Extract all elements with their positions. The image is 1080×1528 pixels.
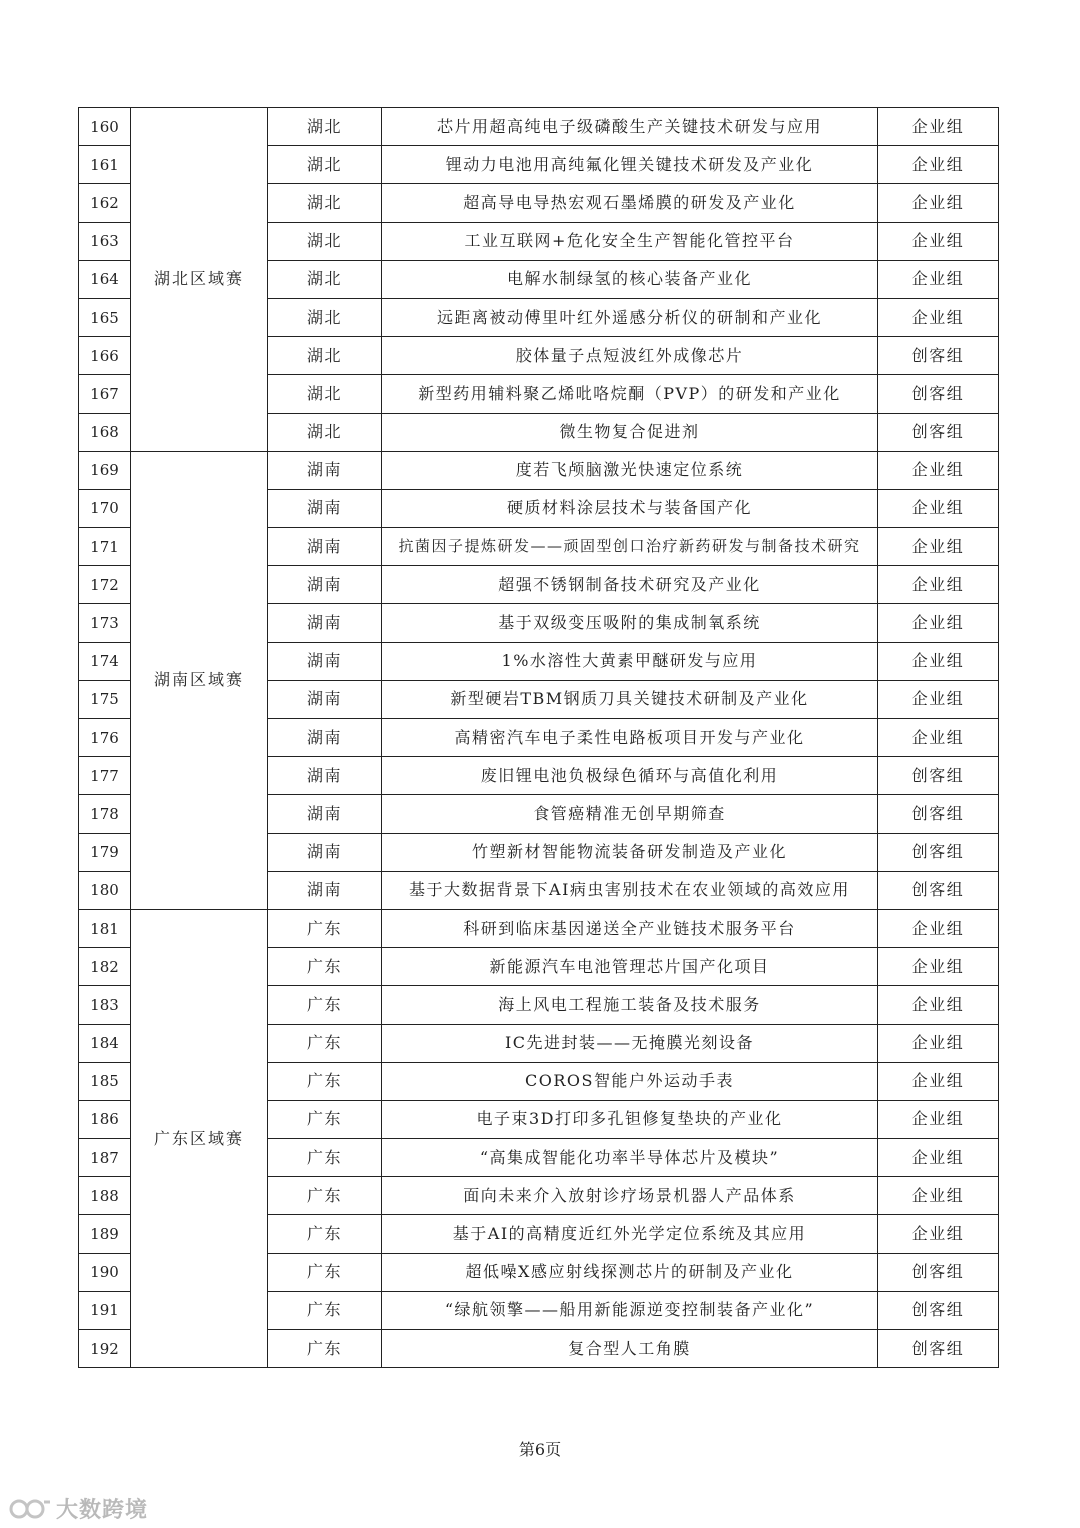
row-number: 188: [79, 1177, 131, 1215]
row-number: 170: [79, 489, 131, 527]
logo-icon: [8, 1496, 52, 1522]
group-type: 创客组: [878, 757, 999, 795]
row-number: 191: [79, 1291, 131, 1329]
province: 湖南: [268, 680, 382, 718]
project-name: 电解水制绿氢的核心装备产业化: [382, 260, 878, 298]
row-number: 163: [79, 222, 131, 260]
row-number: 164: [79, 260, 131, 298]
table-row: [79, 451, 999, 489]
province: 湖南: [268, 833, 382, 871]
province: 湖北: [268, 222, 382, 260]
group-type: 创客组: [878, 337, 999, 375]
group-type: 企业组: [878, 566, 999, 604]
group-type: 企业组: [878, 489, 999, 527]
project-name: 复合型人工角膜: [382, 1330, 878, 1368]
province: 广东: [268, 1100, 382, 1138]
row-number: 184: [79, 1024, 131, 1062]
project-name: 新型硬岩TBM钢质刀具关键技术研制及产业化: [382, 680, 878, 718]
row-number: 176: [79, 719, 131, 757]
province: 广东: [268, 1330, 382, 1368]
province: 湖北: [268, 298, 382, 336]
group-type: 企业组: [878, 1024, 999, 1062]
province: 湖北: [268, 260, 382, 298]
row-number: 167: [79, 375, 131, 413]
group-type: 企业组: [878, 146, 999, 184]
group-type: 企业组: [878, 719, 999, 757]
group-type: 企业组: [878, 604, 999, 642]
project-name: 度若飞颅脑激光快速定位系统: [382, 451, 878, 489]
province: 广东: [268, 1291, 382, 1329]
row-number: 185: [79, 1062, 131, 1100]
row-number: 192: [79, 1330, 131, 1368]
group-type: 企业组: [878, 1062, 999, 1100]
row-number: 175: [79, 680, 131, 718]
row-number: 186: [79, 1100, 131, 1138]
province: 湖北: [268, 108, 382, 146]
group-type: 企业组: [878, 184, 999, 222]
project-name: “绿航领擎——船用新能源逆变控制装备产业化”: [382, 1291, 878, 1329]
group-type: 企业组: [878, 642, 999, 680]
province: 湖北: [268, 413, 382, 451]
province: 湖南: [268, 795, 382, 833]
row-number: 160: [79, 108, 131, 146]
group-type: 创客组: [878, 375, 999, 413]
group-type: 创客组: [878, 413, 999, 451]
group-type: 创客组: [878, 871, 999, 909]
project-name: 超低噪X感应射线探测芯片的研制及产业化: [382, 1253, 878, 1291]
project-name: “高集成智能化功率半导体芯片及模块”: [382, 1139, 878, 1177]
project-name: 新型药用辅料聚乙烯吡咯烷酮（PVP）的研发和产业化: [382, 375, 878, 413]
group-type: 企业组: [878, 528, 999, 566]
group-type: 企业组: [878, 222, 999, 260]
row-number: 161: [79, 146, 131, 184]
project-name: 超强不锈钢制备技术研究及产业化: [382, 566, 878, 604]
group-type: 企业组: [878, 1139, 999, 1177]
group-type: 创客组: [878, 1330, 999, 1368]
project-name: 锂动力电池用高纯氟化锂关键技术研发及产业化: [382, 146, 878, 184]
row-number: 190: [79, 1253, 131, 1291]
table-body: [79, 108, 999, 1368]
group-type: 企业组: [878, 680, 999, 718]
row-number: 179: [79, 833, 131, 871]
group-type: 企业组: [878, 298, 999, 336]
row-number: 189: [79, 1215, 131, 1253]
province: 广东: [268, 1215, 382, 1253]
group-type: 企业组: [878, 451, 999, 489]
row-number: 181: [79, 909, 131, 947]
row-number: 182: [79, 948, 131, 986]
project-name: 芯片用超高纯电子级磷酸生产关键技术研发与应用: [382, 108, 878, 146]
project-name: 海上风电工程施工装备及技术服务: [382, 986, 878, 1024]
group-type: 企业组: [878, 1215, 999, 1253]
province: 湖北: [268, 337, 382, 375]
province: 湖北: [268, 184, 382, 222]
row-number: 168: [79, 413, 131, 451]
table-row: [79, 108, 999, 146]
province: 广东: [268, 1024, 382, 1062]
province: 广东: [268, 948, 382, 986]
province: 湖南: [268, 566, 382, 604]
project-name: 新能源汽车电池管理芯片国产化项目: [382, 948, 878, 986]
province: 湖南: [268, 757, 382, 795]
province: 湖南: [268, 871, 382, 909]
project-name: 食管癌精准无创早期筛查: [382, 795, 878, 833]
row-number: 172: [79, 566, 131, 604]
province: 湖北: [268, 146, 382, 184]
project-name: COROS智能户外运动手表: [382, 1062, 878, 1100]
group-type: 企业组: [878, 108, 999, 146]
project-name: 硬质材料涂层技术与装备国产化: [382, 489, 878, 527]
province: 湖南: [268, 451, 382, 489]
province: 湖南: [268, 528, 382, 566]
group-type: 创客组: [878, 833, 999, 871]
project-name: 竹塑新材智能物流装备研发制造及产业化: [382, 833, 878, 871]
table-row: [79, 909, 999, 947]
group-type: 企业组: [878, 260, 999, 298]
province: 广东: [268, 1062, 382, 1100]
row-number: 177: [79, 757, 131, 795]
project-name: 基于大数据背景下AI病虫害别技术在农业领域的高效应用: [382, 871, 878, 909]
project-name: 1%水溶性大黄素甲醚研发与应用: [382, 642, 878, 680]
row-number: 162: [79, 184, 131, 222]
group-type: 企业组: [878, 1177, 999, 1215]
row-number: 171: [79, 528, 131, 566]
province: 广东: [268, 1253, 382, 1291]
competition-list-table: [78, 107, 999, 1368]
group-type: 企业组: [878, 1100, 999, 1138]
row-number: 180: [79, 871, 131, 909]
province: 广东: [268, 909, 382, 947]
row-number: 165: [79, 298, 131, 336]
row-number: 183: [79, 986, 131, 1024]
province: 湖南: [268, 604, 382, 642]
group-type: 企业组: [878, 948, 999, 986]
province: 广东: [268, 1177, 382, 1215]
project-name: 胶体量子点短波红外成像芯片: [382, 337, 878, 375]
project-name: 科研到临床基因递送全产业链技术服务平台: [382, 909, 878, 947]
group-type: 企业组: [878, 909, 999, 947]
province: 广东: [268, 986, 382, 1024]
group-type: 企业组: [878, 986, 999, 1024]
group-type: 创客组: [878, 1291, 999, 1329]
watermark: [8, 1493, 148, 1524]
province: 广东: [268, 1139, 382, 1177]
project-name: 基于双级变压吸附的集成制氧系统: [382, 604, 878, 642]
project-name: 远距离被动傅里叶红外遥感分析仪的研制和产业化: [382, 298, 878, 336]
row-number: 178: [79, 795, 131, 833]
watermark-text: 大数跨境: [56, 1498, 149, 1523]
project-name: 电子束3D打印多孔钽修复垫块的产业化: [382, 1100, 878, 1138]
row-number: 169: [79, 451, 131, 489]
page-number: 第6页: [518, 1440, 562, 1459]
row-number: 166: [79, 337, 131, 375]
region-name: 湖北区域赛: [131, 108, 268, 452]
group-type: 创客组: [878, 795, 999, 833]
row-number: 187: [79, 1139, 131, 1177]
province: 湖南: [268, 642, 382, 680]
project-name: IC先进封装——无掩膜光刻设备: [382, 1024, 878, 1062]
province: 湖北: [268, 375, 382, 413]
region-name: 湖南区域赛: [131, 451, 268, 909]
row-number: 173: [79, 604, 131, 642]
project-name: 废旧锂电池负极绿色循环与高值化利用: [382, 757, 878, 795]
region-name: 广东区域赛: [131, 909, 268, 1367]
row-number: 174: [79, 642, 131, 680]
group-type: 创客组: [878, 1253, 999, 1291]
project-name: 超高导电导热宏观石墨烯膜的研发及产业化: [382, 184, 878, 222]
project-name: 工业互联网+危化安全生产智能化管控平台: [382, 222, 878, 260]
project-name: 基于AI的高精度近红外光学定位系统及其应用: [382, 1215, 878, 1253]
province: 湖南: [268, 719, 382, 757]
project-name: 微生物复合促进剂: [382, 413, 878, 451]
province: 湖南: [268, 489, 382, 527]
project-name: 高精密汽车电子柔性电路板项目开发与产业化: [382, 719, 878, 757]
project-name: 面向未来介入放射诊疗场景机器人产品体系: [382, 1177, 878, 1215]
project-name: 抗菌因子提炼研发——顽固型创口治疗新药研发与制备技术研究: [382, 528, 878, 566]
